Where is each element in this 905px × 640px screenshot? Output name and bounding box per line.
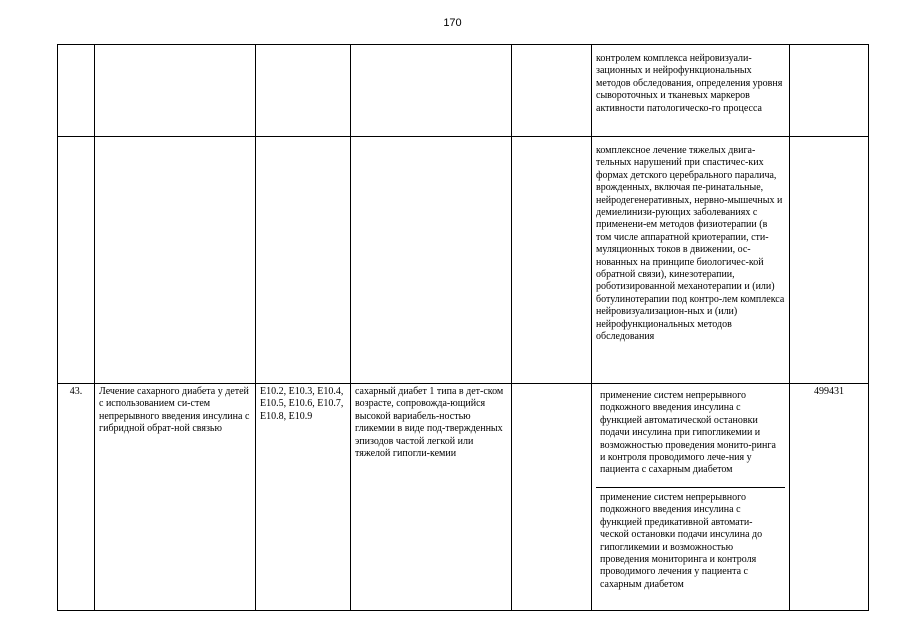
cell-methods: [592, 384, 790, 611]
table-row: [58, 384, 869, 611]
method-text: применение систем непрерывного подкожного введения инсулина с функцией автоматической остановки подачи инсулина при гипогликемии и возможностью проведения монито-ринга и контроля проводимого лече-ния у пациента с сахарным диабетом: [596, 386, 785, 488]
cell-number: 43.: [58, 384, 95, 611]
vmp-table: [57, 44, 869, 611]
cell-name: [95, 45, 256, 137]
table-row: [58, 45, 869, 137]
cell-treatment-type: [512, 137, 592, 384]
cell-name: Лечение сахарного диабета у детей с использованием си-стем непрерывного введения инсулина с гибридной обрат-ной связью: [95, 384, 256, 611]
cell-price: [790, 45, 869, 137]
cell-codes: [256, 137, 351, 384]
method-text: контролем комплекса нейровизуали-зационных и нейрофункциональных методов обследования, определения уровня сывороточных и тканевых маркеров активности патологическо-го процесса: [596, 53, 783, 114]
table-row: [58, 137, 869, 384]
cell-number: [58, 45, 95, 137]
cell-methods: [592, 45, 790, 137]
cell-codes: E10.2, E10.3, E10.4, E10.5, E10.6, E10.7, E10.8, E10.9: [256, 384, 351, 611]
page-number: 170: [443, 17, 462, 29]
cell-number: [58, 137, 95, 384]
cell-price: 499431: [790, 384, 869, 611]
cell-models: [351, 45, 512, 137]
cell-codes: [256, 45, 351, 137]
method-text: применение систем непрерывного подкожного введения инсулина с функцией предикативной автомати-ческой остановки подачи инсулина до гипогликемии и возможностью проведения мониторинга и контроля проводимого лечения у пациента с сахарным диабетом: [600, 492, 763, 590]
cell-treatment-type: [512, 45, 592, 137]
cell-methods: [592, 137, 790, 384]
cell-price: [790, 137, 869, 384]
method-text: комплексное лечение тяжелых двига-тельных нарушений при спастичес-ких формах детского церебрального паралича, врожденных, включая пе-ринатальные, нейродегенеративных, нервно-мышечных и демиелинизи-рующих заболеваниях с применени-ем методов физиотерапии (в том числе аппаратной криотерапии, сти-муляционных токов в движении, ос-нованных на принципе биологичес-кой обратной связи), кинезотерапии, роботизированной механотерапии и (или) ботулинотерапии под контро-лем комплекса нейровизуализацион-ных и (или) нейрофункциональных методов обследования: [596, 145, 785, 343]
cell-models: [351, 137, 512, 384]
cell-treatment-type: [512, 384, 592, 611]
cell-name: [95, 137, 256, 384]
cell-models: сахарный диабет 1 типа в дет-ском возрасте, сопровожда-ющийся высокой вариабель-ностью гликемии в виде под-твержденных эпизодов частой легкой или тяжелой гипогли-кемии: [351, 384, 512, 611]
